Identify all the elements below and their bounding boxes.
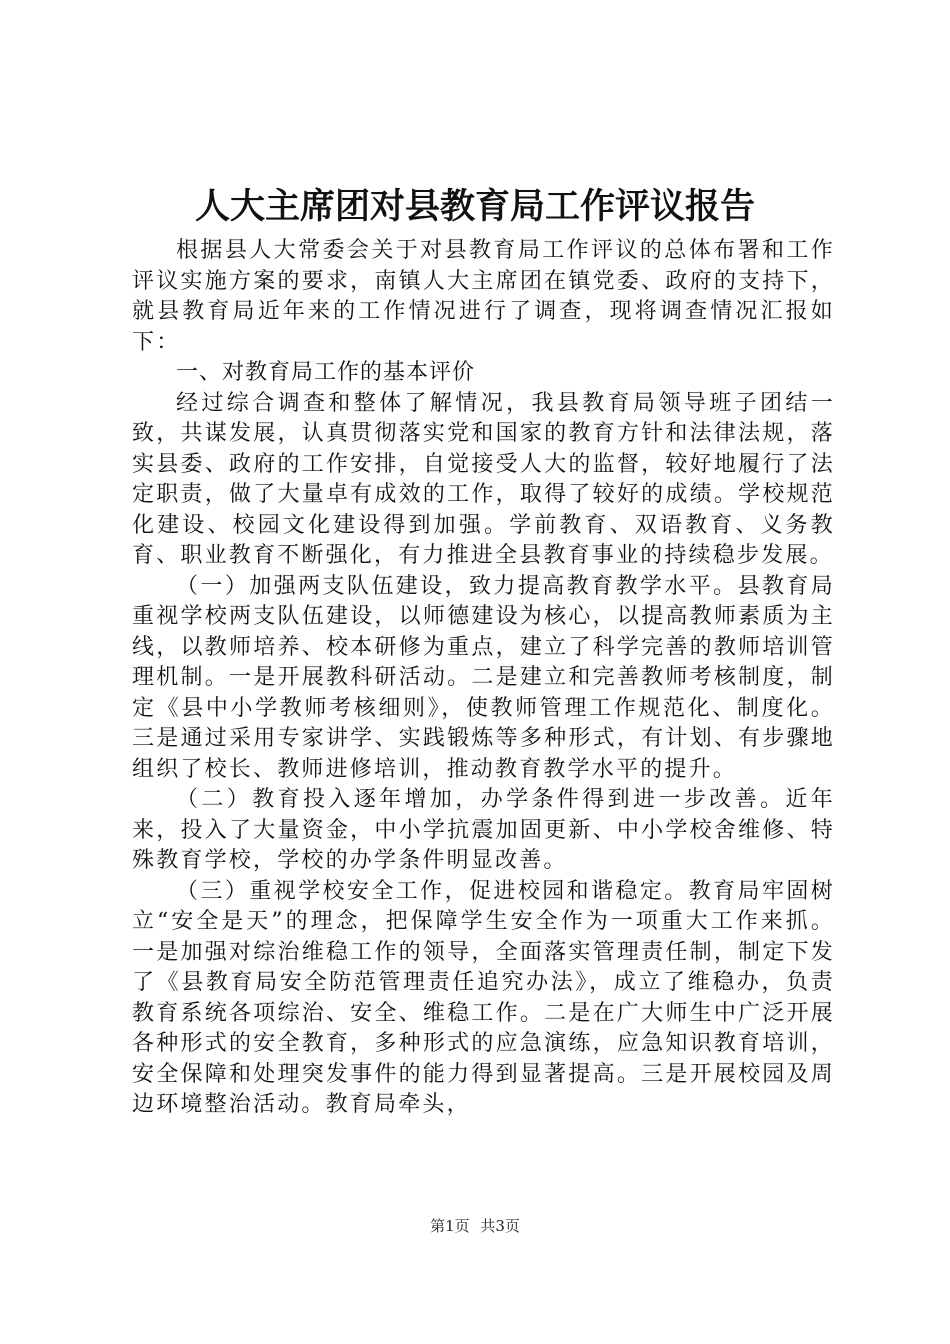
document-title: 人大主席团对县教育局工作评议报告: [194, 186, 755, 227]
intro-paragraph: 根据县人大常委会关于对县教育局工作评议的总体布署和工作评议实施方案的要求，南镇人大主席团在镇党委、政府的支持下，就县教育局近年来的工作情况进行了调查，现将调查情况汇报如下：: [132, 238, 835, 355]
page-number: 第1页: [430, 1217, 470, 1235]
page-footer: [0, 1216, 950, 1236]
point-two-paragraph: （二）教育投入逐年增加，办学条件得到进一步改善。近年来，投入了大量资金，中小学抗震加固更新、中小学校舍维修、特殊教育学校，学校的办学条件明显改善。: [132, 787, 835, 873]
point-one-paragraph: （一）加强两支队伍建设，致力提高教育教学水平。县教育局重视学校两支队伍建设，以师德建设为核心，以提高教师素质为主线，以教师培养、校本研修为重点，建立了科学完善的教师培训管理机制。一是开展教科研活动。二是建立和完善教师考核制度，制定《县中小学教师考核细则》，使教师管理工作规范化、制度化。三是通过采用专家讲学、实践锻炼等多种形式，有计划、有步骤地组织了校长、教师进修培训，推动教育教学水平的提升。: [132, 573, 835, 782]
page-total: 共3页: [480, 1217, 520, 1235]
point-three-paragraph: （三）重视学校安全工作，促进校园和谐稳定。教育局牢固树立“安全是天”的理念，把保障学生安全作为一项重大工作来抓。一是加强对综治维稳工作的领导，全面落实管理责任制，制定下发了《县教育局安全防范管理责任追究办法》，成立了维稳办，负责教育系统各项综治、安全、维稳工作。二是在广大师生中广泛开展各种形式的安全教育，多种形式的应急演练，应急知识教育培训，安全保障和处理突发事件的能力得到显著提高。三是开展校园及周边环境整治活动。教育局牵头，: [132, 878, 835, 1117]
section-heading: 一、对教育局工作的基本评价: [176, 360, 476, 385]
evaluation-paragraph: 经过综合调查和整体了解情况，我县教育局领导班子团结一致，共谋发展，认真贯彻落实党和国家的教育方针和法律法规，落实县委、政府的工作安排，自觉接受人大的监督，较好地履行了法定职责，做了大量卓有成效的工作，取得了较好的成绩。学校规范化建设、校园文化建设得到加强。学前教育、双语教育、义务教育、职业教育不断强化，有力推进全县教育事业的持续稳步发展。: [132, 390, 835, 568]
document-body: [132, 236, 835, 1121]
